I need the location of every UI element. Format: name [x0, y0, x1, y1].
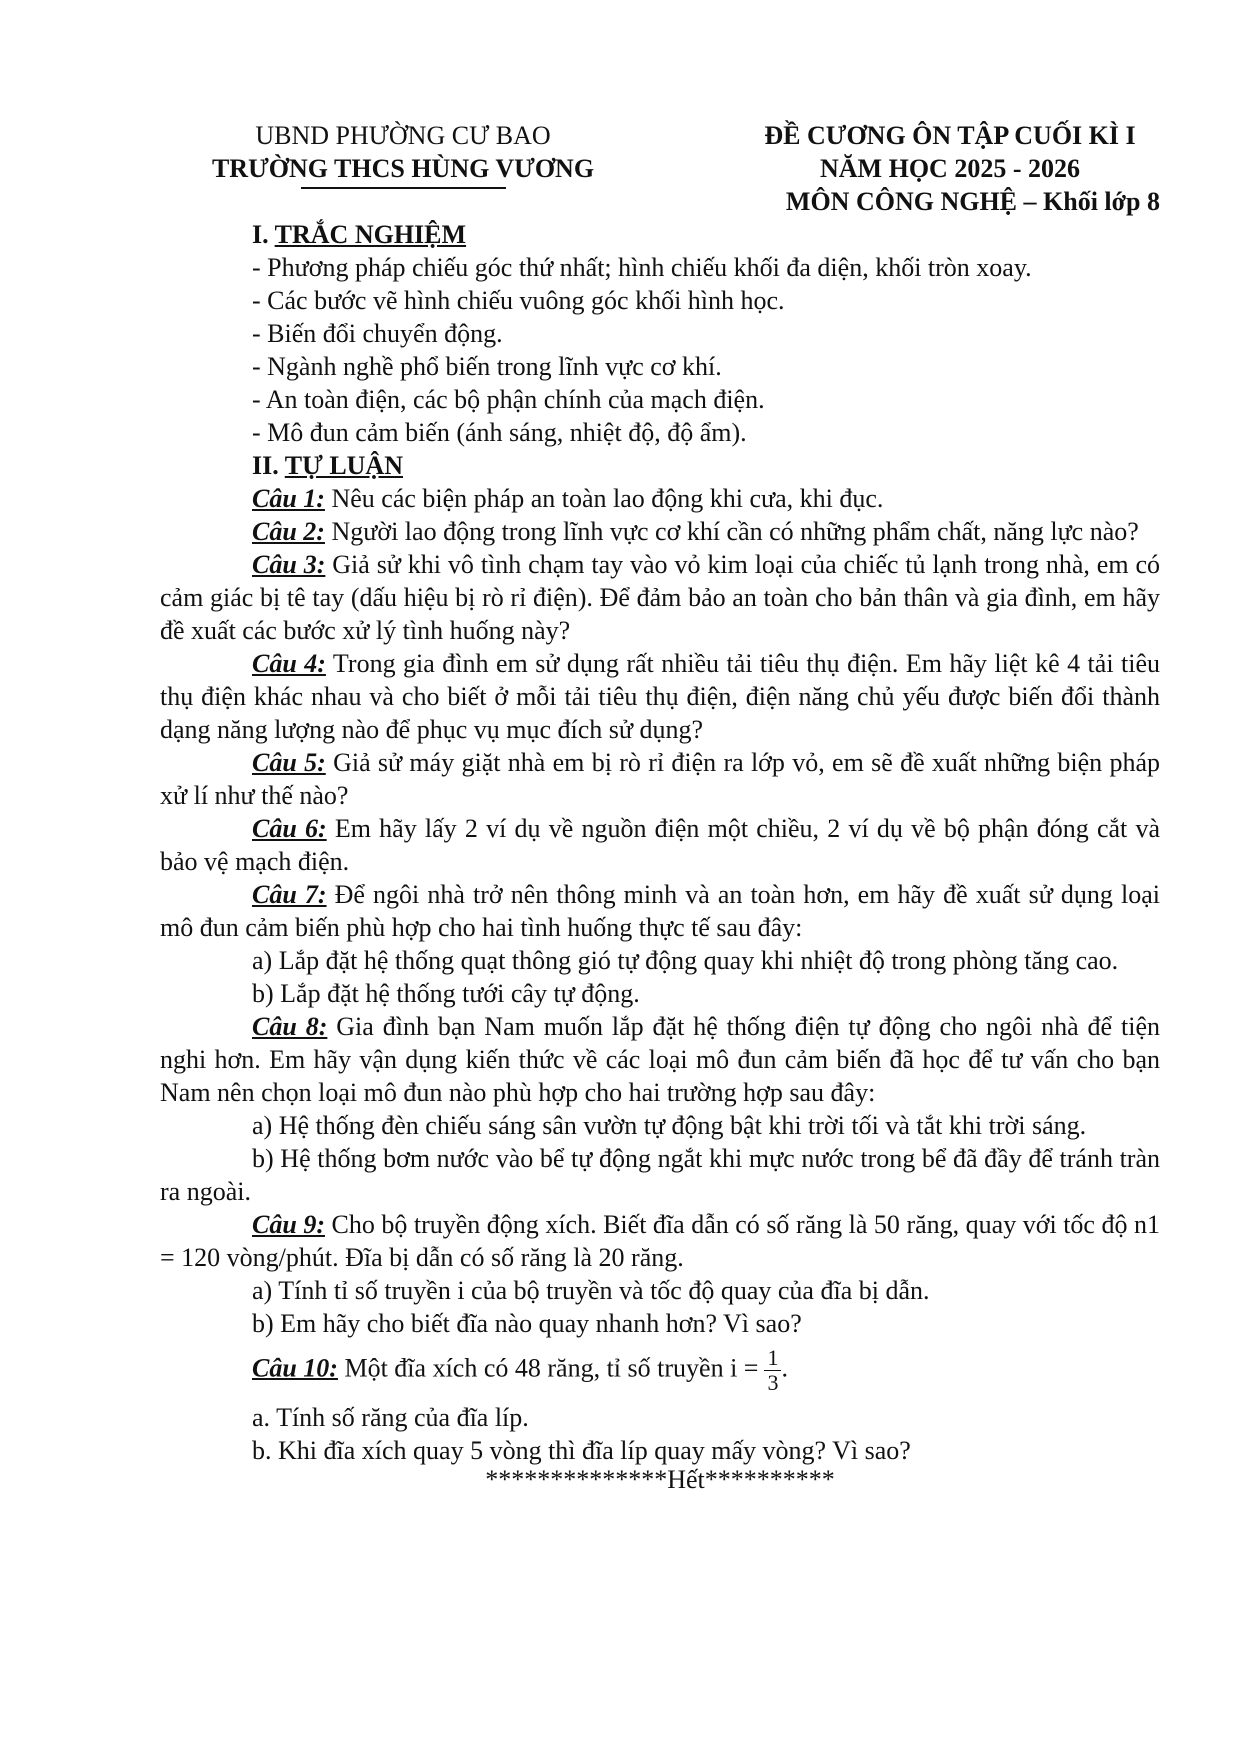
question-text: Em hãy lấy 2 ví dụ về nguồn điện một chiều, 2 ví dụ về bộ phận đóng cắt và bảo vệ mạch điện.: [160, 814, 1160, 876]
question-8: [160, 1010, 1160, 1109]
question-1: [160, 482, 1160, 515]
question-text-end: .: [781, 1353, 788, 1383]
question-8-part-b: b) Hệ thống bơm nước vào bể tự động ngắt khi mực nước trong bể đã đầy để tránh tràn ra ngoài.: [160, 1144, 1160, 1206]
header-underline: [301, 187, 506, 189]
header-right: [710, 119, 1190, 218]
section-1-label: TRẮC NGHIỆM: [274, 220, 467, 249]
question-text: Người lao động trong lĩnh vực cơ khí cần có những phẩm chất, năng lực nào?: [324, 517, 1139, 546]
question-6: [160, 812, 1160, 878]
question-4: [160, 647, 1160, 746]
end-marker: **************Hết**********: [485, 1465, 835, 1494]
question-label: Câu 7:: [252, 880, 327, 909]
topic-item: - Phương pháp chiếu góc thứ nhất; hình chiếu khối đa diện, khối tròn xoay.: [252, 253, 1032, 282]
question-label: Câu 6:: [252, 814, 327, 843]
section-2-number: II.: [252, 451, 279, 480]
question-text: Gia đình bạn Nam muốn lắp đặt hệ thống điện tự động cho ngôi nhà để tiện nghi hơn. Em hãy vận dụng kiến thức về các loại mô đun cảm biến đã học để tư vấn cho bạn Nam nên chọn loại mô đun nào phù hợp cho hai trường hợp sau đây:: [160, 1012, 1160, 1107]
document-body: [160, 218, 1160, 1496]
section-1-number: I.: [252, 220, 269, 249]
fraction-denominator: 3: [767, 1370, 779, 1395]
subject-grade: MÔN CÔNG NGHỆ – Khối lớp 8: [785, 187, 1160, 216]
topic-item: - Các bước vẽ hình chiếu vuông góc khối hình học.: [252, 286, 785, 315]
section-2-title: [252, 449, 1160, 482]
question-9-part-b: b) Em hãy cho biết đĩa nào quay nhanh hơn? Vì sao?: [252, 1309, 802, 1338]
school-year: NĂM HỌC 2025 - 2026: [820, 154, 1080, 183]
question-text: Nêu các biện pháp an toàn lao động khi cưa, khi đục.: [324, 484, 884, 513]
topic-item: - Ngành nghề phổ biến trong lĩnh vực cơ khí.: [252, 352, 722, 381]
document-title: ĐỀ CƯƠNG ÔN TẬP CUỐI KÌ I: [764, 121, 1136, 150]
question-10: [252, 1346, 1160, 1395]
question-10-part-b: b. Khi đĩa xích quay 5 vòng thì đĩa líp quay mấy vòng? Vì sao?: [252, 1436, 911, 1465]
question-8-part-a: a) Hệ thống đèn chiếu sáng sân vườn tự động bật khi trời tối và tắt khi trời sáng.: [252, 1111, 1087, 1140]
question-label: Câu 1:: [252, 484, 325, 513]
question-text: Giả sử máy giặt nhà em bị rò rỉ điện ra lớp vỏ, em sẽ đề xuất những biện pháp xử lí như thế nào?: [160, 748, 1160, 810]
school-name: TRƯỜNG THCS HÙNG VƯƠNG: [211, 154, 595, 183]
ratio-fraction: [764, 1346, 781, 1395]
question-label: Câu 2:: [252, 517, 325, 546]
question-text: Giả sử khi vô tình chạm tay vào vỏ kim loại của chiếc tủ lạnh trong nhà, em có cảm giác bị tê tay (dấu hiệu bị rò rỉ điện). Để đảm bảo an toàn cho bản thân và gia đình, em hãy đề xuất các bước xử lý tình huống này?: [160, 550, 1160, 645]
question-2: [160, 515, 1160, 548]
question-7-part-b: b) Lắp đặt hệ thống tưới cây tự động.: [252, 979, 640, 1008]
fraction-numerator: 1: [764, 1346, 781, 1371]
question-9: [160, 1208, 1160, 1274]
question-label: Câu 3:: [252, 550, 326, 579]
question-label: Câu 5:: [252, 748, 326, 777]
question-label: Câu 4:: [252, 649, 326, 678]
topic-item: - Biến đổi chuyển động.: [252, 319, 503, 348]
header-left: [178, 119, 628, 189]
question-text: Để ngôi nhà trở nên thông minh và an toàn hơn, em hãy đề xuất sử dụng loại mô đun cảm biến phù hợp cho hai tình huống thực tế sau đây:: [160, 880, 1160, 942]
topic-item: - Mô đun cảm biến (ánh sáng, nhiệt độ, độ ẩm).: [252, 418, 747, 447]
question-text: Một đĩa xích có 48 răng, tỉ số truyền i =: [337, 1353, 759, 1383]
authority-name: UBND PHƯỜNG CƯ BAO: [255, 121, 551, 150]
question-10-part-a: a. Tính số răng của đĩa líp.: [252, 1403, 529, 1432]
question-label: Câu 9:: [252, 1210, 325, 1239]
question-7-part-a: a) Lắp đặt hệ thống quạt thông gió tự động quay khi nhiệt độ trong phòng tăng cao.: [252, 946, 1119, 975]
topic-item: - An toàn điện, các bộ phận chính của mạch điện.: [252, 385, 765, 414]
question-label: Câu 8:: [252, 1012, 328, 1041]
question-text: Trong gia đình em sử dụng rất nhiều tải tiêu thụ điện. Em hãy liệt kê 4 tải tiêu thụ điện khác nhau và cho biết ở mỗi tải tiêu thụ điện, điện năng chủ yếu được biến đổi thành dạng năng lượng nào để phục vụ mục đích sử dụng?: [160, 649, 1160, 744]
question-label: Câu 10:: [252, 1353, 338, 1383]
question-5: [160, 746, 1160, 812]
question-7: [160, 878, 1160, 944]
question-3: [160, 548, 1160, 647]
question-text: Cho bộ truyền động xích. Biết đĩa dẫn có số răng là 50 răng, quay với tốc độ n1 = 120 vòng/phút. Đĩa bị dẫn có số răng là 20 răng.: [160, 1210, 1160, 1272]
question-9-part-a: a) Tính tỉ số truyền i của bộ truyền và tốc độ quay của đĩa bị dẫn.: [252, 1276, 930, 1305]
section-1-title: [252, 218, 1160, 251]
section-2-label: TỰ LUẬN: [284, 451, 403, 480]
